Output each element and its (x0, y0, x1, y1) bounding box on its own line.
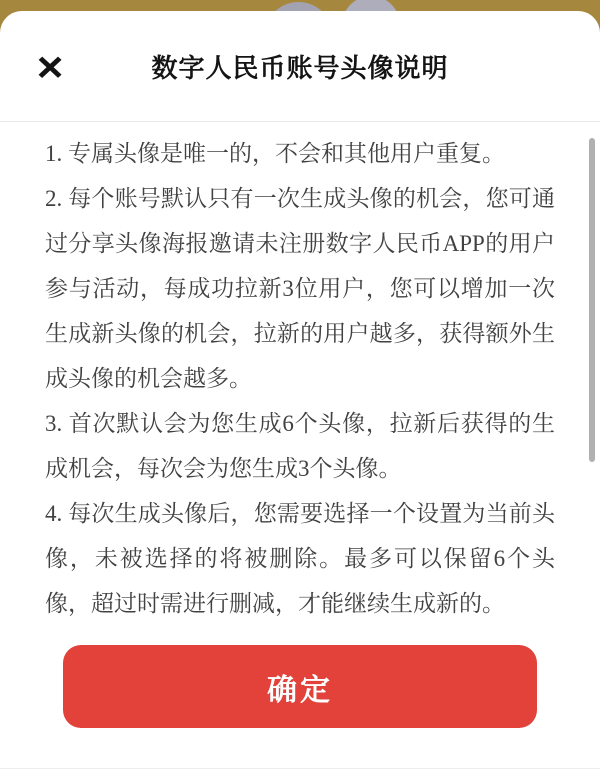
instruction-paragraph-3: 3. 首次默认会为您生成6个头像，拉新后获得的生成机会，每次会为您生成3个头像。 (45, 411, 555, 481)
close-icon: × (36, 43, 64, 91)
close-button[interactable] (22, 39, 78, 95)
instruction-paragraph-4: 4. 每次生成头像后，您需要选择一个设置为当前头像，未被选择的将被删除。最多可以保留6个头像，超过时需进行删减，才能继续生成新的。 (45, 501, 555, 616)
modal-title: 数字人民币账号头像说明 (151, 52, 449, 83)
avatar-info-modal (0, 11, 600, 769)
scrollbar[interactable] (589, 138, 595, 462)
instruction-paragraph-1: 1. 专属头像是唯一的，不会和其他用户重复。 (45, 141, 505, 166)
instruction-paragraph-2: 2. 每个账号默认只有一次生成头像的机会，您可通过分享头像海报邀请未注册数字人民币APP的用户参与活动，每成功拉新3位用户，您可以增加一次生成新头像的机会，拉新的用户越多，获得额外生成头像的机会越多。 (45, 186, 555, 391)
confirm-button[interactable]: 确定 (63, 645, 537, 728)
modal-header (0, 11, 600, 121)
instructions-text (0, 122, 600, 636)
